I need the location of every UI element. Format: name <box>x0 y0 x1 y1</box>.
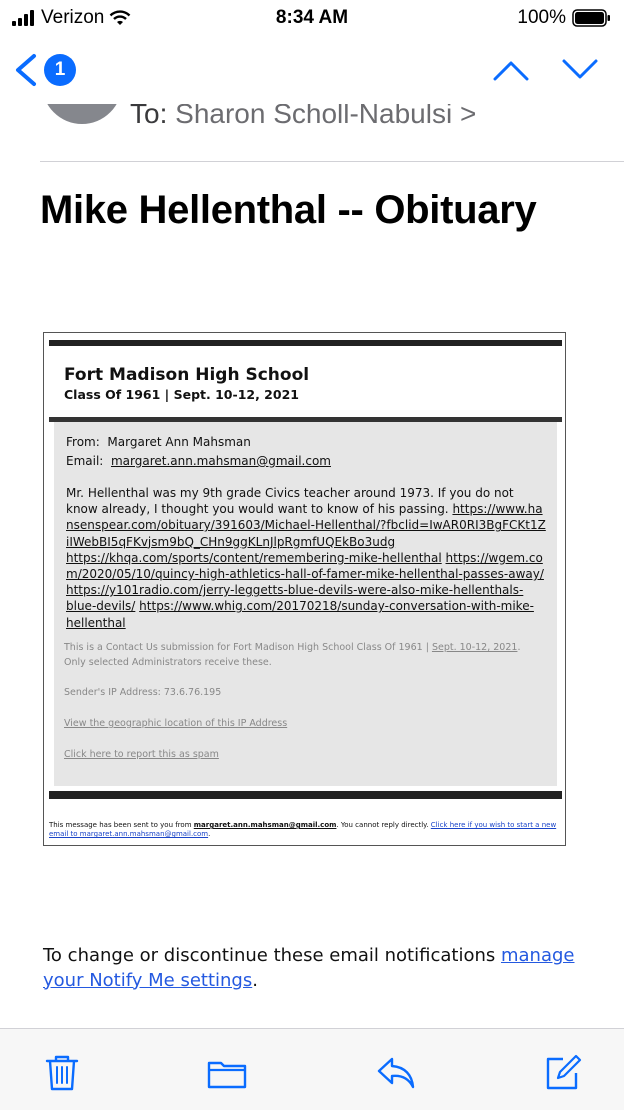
status-bar <box>0 0 624 38</box>
admin-note: Only selected Administrators receive these. <box>64 657 272 668</box>
card-footer <box>49 821 559 839</box>
from-value: Margaret Ann Mahsman <box>107 435 251 449</box>
from-label: From: <box>66 435 100 449</box>
sender-ip: Sender's IP Address: 73.6.76.195 <box>64 687 222 698</box>
recipient-chevron: > <box>459 104 477 129</box>
school-name: Fort Madison High School <box>64 365 310 385</box>
report-spam-link[interactable]: Click here to report this as spam <box>64 749 219 760</box>
footer-mid: . You cannot reply directly. <box>336 821 429 829</box>
notify-text: To change or discontinue these email notifications <box>43 945 496 966</box>
folder-icon[interactable] <box>207 1053 247 1093</box>
status-time: 8:34 AM <box>275 7 349 28</box>
footer-email[interactable]: margaret.ann.mahsman@gmail.com <box>193 821 337 829</box>
email-label: Email: <box>66 454 104 468</box>
carrier-name: Verizon <box>41 7 105 28</box>
card-top-bar <box>49 340 562 346</box>
footer-prefix: This message has been sent to you from <box>49 821 192 829</box>
whig-link[interactable]: https://www.whig.com/20170218/sunday-conversation-with-mike-hellenthal <box>66 599 534 630</box>
note-date-link[interactable]: Sept. 10-12, 2021 <box>431 642 518 653</box>
card-bottom-bar <box>49 791 562 799</box>
khqa-link[interactable]: https://khqa.com/sports/content/remembering-mike-hellenthal <box>66 550 442 565</box>
message-body <box>66 485 546 631</box>
submission-note <box>64 642 520 653</box>
recipient-name: Sharon Scholl-Nabulsi <box>175 104 453 129</box>
nav-bar <box>0 42 624 98</box>
y101radio-link[interactable]: https://y101radio.com/jerry-leggetts-blue-devils-were-also-mike-hellenthals-blue-devils/ <box>66 583 524 614</box>
geo-location-link-row <box>64 718 287 729</box>
bottom-toolbar <box>0 1029 624 1110</box>
unread-count-badge[interactable]: 1 <box>44 54 76 86</box>
trash-icon[interactable] <box>42 1053 82 1093</box>
email-subject: Mike Hellenthal -- Obituary <box>40 188 537 232</box>
recipient-line[interactable] <box>130 104 476 130</box>
back-chevron-icon[interactable] <box>12 52 40 88</box>
from-field <box>66 435 251 449</box>
geo-location-link[interactable]: View the geographic location of this IP Address <box>64 718 288 729</box>
obituary-link[interactable]: https://www.hansenspear.com/obituary/391603/Michael-Hellenthal/?fbclid=IwAR0RI3BgFCKt1ZiIWebBI5qFKvjsm9bQ_CHn9ggKLnJlpRgmfUQEkBo3udg <box>66 502 546 549</box>
footer-end: . <box>208 830 211 838</box>
email-field <box>66 454 331 468</box>
start-new-email-link[interactable]: Click here if you wish to start a new email to margaret.ann.mahsman@gmail.com <box>49 821 557 838</box>
sender-email-link[interactable]: margaret.ann.mahsman@gmail.com <box>110 454 331 468</box>
notify-settings-text <box>43 944 618 993</box>
note-suffix: . <box>517 642 521 653</box>
battery-percent: 100% <box>517 7 566 28</box>
battery-icon <box>572 9 612 27</box>
report-spam-row <box>64 749 219 760</box>
manage-notify-link[interactable]: manage your Notify Me settings <box>43 945 575 991</box>
sender-avatar[interactable] <box>42 104 122 124</box>
reply-icon[interactable] <box>376 1053 416 1093</box>
header-divider <box>40 161 624 162</box>
email-card <box>43 332 566 846</box>
previous-message-icon[interactable] <box>492 58 530 82</box>
message-text: Mr. Hellenthal was my 9th grade Civics teacher around 1973. If you do not know already, I thought you would want to know of his passing. <box>66 486 514 517</box>
wgem-link[interactable]: https://wgem.com/2020/05/10/quincy-high-athletics-hall-of-famer-mike-hellenthal-passes-away/ <box>66 550 544 582</box>
notify-end: . <box>252 969 258 991</box>
message-header <box>0 104 624 162</box>
compose-icon[interactable] <box>543 1053 583 1093</box>
next-message-icon[interactable] <box>561 58 599 82</box>
note-prefix: This is a Contact Us submission for Fort Madison High School Class Of 1961 | <box>64 642 429 653</box>
to-label: To: <box>130 104 168 129</box>
class-info: Class Of 1961 | Sept. 10-12, 2021 <box>64 387 299 402</box>
